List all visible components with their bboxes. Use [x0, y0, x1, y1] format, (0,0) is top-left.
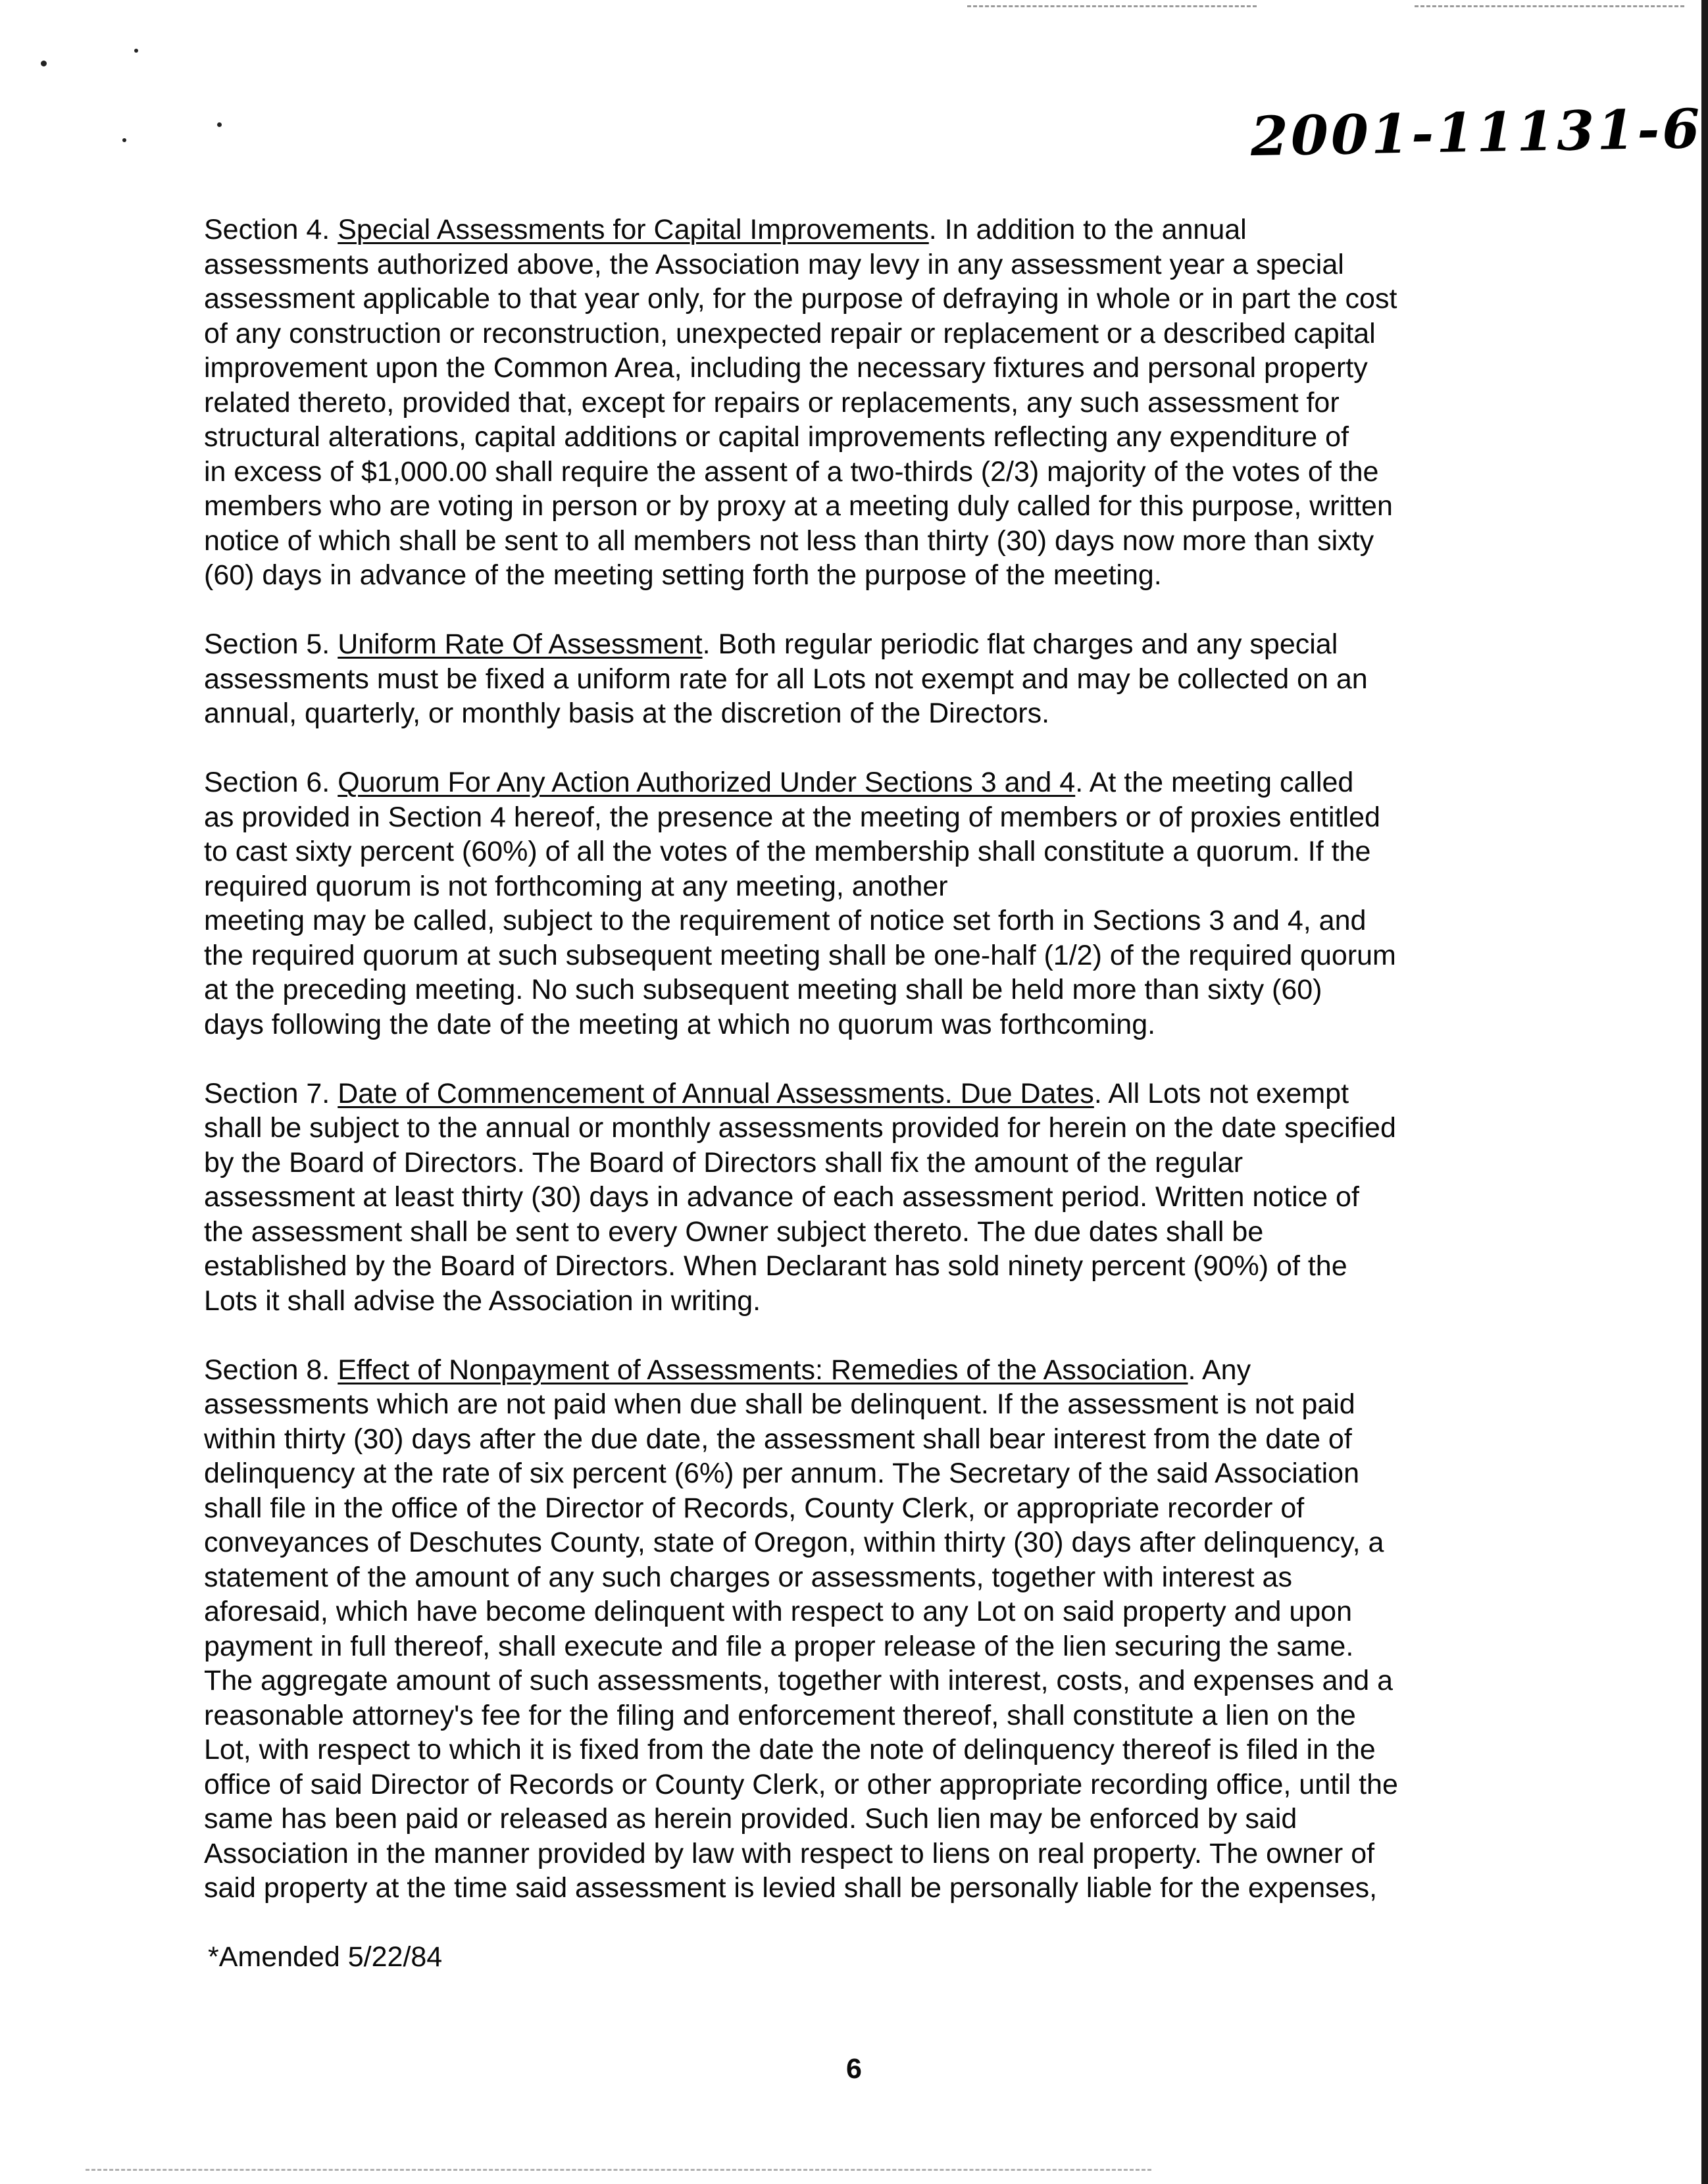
scan-speck [122, 138, 126, 142]
section-body: Any assessments which are not paid when due shall be delinquent. If the assessment is not paid within thirty (30) days after the due date, the assessment shall bear interest from the date of delinquency at the rate of six percent (6%) per annum. The Secretary of the said Association shall file in the office of the Director of Records, County Clerk, or appropriate recorder of conveyances of Deschutes County, state of Oregon, within thirty (30) days after delinquency, a statement of the amount of any such charges or assessments, together with interest as aforesaid, which have become delinquent with respect to any Lot on said property and upon payment in full thereof, shall execute and file a proper release of the lien securing the same. The aggregate amount of such assessments, together with interest, costs, and expenses and a reasonable attorney's fee for the filing and enforcement thereof, shall constitute a lien on the Lot, with respect to which it is fixed from the date the note of delinquency thereof is filed in the office of said Director of Records or County Clerk, or other appropriate recording office, until the same has been paid or released as herein provided. Such lien may be enforced by said Association in the manner provided by law with respect to liens on real property. The owner of said property at the time said assessment is levied shall be personally liable for the expenses, [204, 1354, 1398, 1904]
section-label: Section 7. [204, 1077, 330, 1109]
scan-artifact-dash [86, 2169, 1151, 2171]
section-body: Both regular periodic flat charges and any special assessments must be fixed a uniform rate for all Lots not exempt and may be collected on an annual, quarterly, or monthly basis at the discretion of the Directors. [204, 628, 1368, 729]
section-title: Special Assessments for Capital Improvements [338, 214, 929, 245]
section-title: Quorum For Any Action Authorized Under Sections 3 and 4 [338, 767, 1076, 798]
document-body [204, 213, 1520, 1940]
section-8: Section 8. Effect of Nonpayment of Assessments: Remedies of the Association. Any assessments which are not paid when due shall be delinquent. If the assessment is not paid within thirty (30) days after the due date, the assessment shall bear interest from the date of delinquency at the rate of six percent (6%) per annum. The Secretary of the said Association shall file in the office of the Director of Records, County Clerk, or appropriate recorder of conveyances of Deschutes County, state of Oregon, within thirty (30) days after delinquency, a statement of the amount of any such charges or assessments, together with interest as aforesaid, which have become delinquent with respect to any Lot on said property and upon payment in full thereof, shall execute and file a proper release of the lien securing the same. The aggregate amount of such assessments, together with interest, costs, and expenses and a reasonable attorney's fee for the filing and enforcement thereof, shall constitute a lien on the Lot, with respect to which it is fixed from the date the note of delinquency thereof is filed in the office of said Director of Records or County Clerk, or other appropriate recording office, until the same has been paid or released as herein provided. Such lien may be enforced by said Association in the manner provided by law with respect to liens on real property. The owner of said property at the time said assessment is levied shall be personally liable for the expenses, [204, 1354, 1398, 1904]
scan-artifact-dash [967, 5, 1257, 7]
scan-edge [1701, 0, 1708, 2184]
scan-speck [41, 61, 47, 66]
section-6: Section 6. Quorum For Any Action Authorized Under Sections 3 and 4. At the meeting called as provided in Section 4 hereof, the presence at the meeting of members or of proxies entitled to cast sixty percent (60%) of all the votes of the membership shall constitute a quorum. If the required quorum is not forthcoming at any meeting, another meeting may be called, subject to the requirement of notice set forth in Sections 3 and 4, and the required quorum at such subsequent meeting shall be one-half (1/2) of the required quorum at the preceding meeting. No such subsequent meeting shall be held more than sixty (60) days following the date of the meeting at which no quorum was forthcoming. [204, 767, 1396, 1040]
section-label: Section 5. [204, 628, 330, 660]
section-title: Uniform Rate Of Assessment [338, 628, 703, 660]
page-number: 6 [846, 2053, 862, 2085]
scan-artifact-dash [1415, 5, 1684, 7]
section-body: At the meeting called as provided in Section 4 hereof, the presence at the meeting of members or of proxies entitled to cast sixty percent (60%) of all the votes of the membership shall constitute a quorum. If the required quorum is not forthcoming at any meeting, another meeting may be called, subject to the requirement of notice set forth in Sections 3 and 4, and the required quorum at such subsequent meeting shall be one-half (1/2) of the required quorum at the preceding meeting. No such subsequent meeting shall be held more than sixty (60) days following the date of the meeting at which no quorum was forthcoming. [204, 767, 1396, 1040]
section-4: Section 4. Special Assessments for Capital Improvements. In addition to the annual assessments authorized above, the Association may levy in any assessment year a special assessment applicable to that year only, for the purpose of defraying in whole or in part the cost of any construction or reconstruction, unexpected repair or replacement or a described capital improvement upon the Common Area, including the necessary fixtures and personal property related thereto, provided that, except for repairs or replacements, any such assessment for structural alterations, capital additions or capital improvements reflecting any expenditure of in excess of $1,000.00 shall require the assent of a two-thirds (2/3) majority of the votes of the members who are voting in person or by proxy at a meeting duly called for this purpose, written notice of which shall be sent to all members not less than thirty (30) days now more than sixty (60) days in advance of the meeting setting forth the purpose of the meeting. [204, 214, 1397, 591]
section-label: Section 8. [204, 1354, 330, 1386]
scan-speck [134, 49, 138, 53]
section-title: Date of Commencement of Annual Assessments. Due Dates [338, 1077, 1094, 1109]
section-label: Section 6. [204, 767, 330, 798]
scan-speck [217, 122, 222, 127]
section-7: Section 7. Date of Commencement of Annual Assessments. Due Dates. All Lots not exempt shall be subject to the annual or monthly assessments provided for herein on the date specified by the Board of Directors. The Board of Directors shall fix the amount of the regular assessment at least thirty (30) days in advance of each assessment period. Written notice of the assessment shall be sent to every Owner subject thereto. The due dates shall be established by the Board of Directors. When Declarant has sold ninety percent (90%) of the Lots it shall advise the Association in writing. [204, 1077, 1396, 1317]
section-title: Effect of Nonpayment of Assessments: Remedies of the Association [338, 1354, 1188, 1386]
section-label: Section 4. [204, 214, 330, 245]
amendment-footnote: *Amended 5/22/84 [208, 1941, 443, 1973]
section-body: All Lots not exempt shall be subject to the annual or monthly assessments provided for herein on the date specified by the Board of Directors. The Board of Directors shall fix the amount of the regular assessment at least thirty (30) days in advance of each assessment period. Written notice of the assessment shall be sent to every Owner subject thereto. The due dates shall be established by the Board of Directors. When Declarant has sold ninety percent (90%) of the Lots it shall advise the Association in writing. [204, 1077, 1396, 1317]
section-body: In addition to the annual assessments authorized above, the Association may levy in any assessment year a special assessment applicable to that year only, for the purpose of defraying in whole or in part the cost of any construction or reconstruction, unexpected repair or replacement or a described capital improvement upon the Common Area, including the necessary fixtures and personal property related thereto, provided that, except for repairs or replacements, any such assessment for structural alterations, capital additions or capital improvements reflecting any expenditure of in excess of $1,000.00 shall require the assent of a two-thirds (2/3) majority of the votes of the members who are voting in person or by proxy at a meeting duly called for this purpose, written notice of which shall be sent to all members not less than thirty (30) days now more than sixty (60) days in advance of the meeting setting forth the purpose of the meeting. [204, 214, 1397, 591]
section-5: Section 5. Uniform Rate Of Assessment. Both regular periodic flat charges and any special assessments must be fixed a uniform rate for all Lots not exempt and may be collected on an annual, quarterly, or monthly basis at the discretion of the Directors. [204, 628, 1368, 729]
handwritten-document-number: 2001-11131-6 [1250, 97, 1703, 168]
